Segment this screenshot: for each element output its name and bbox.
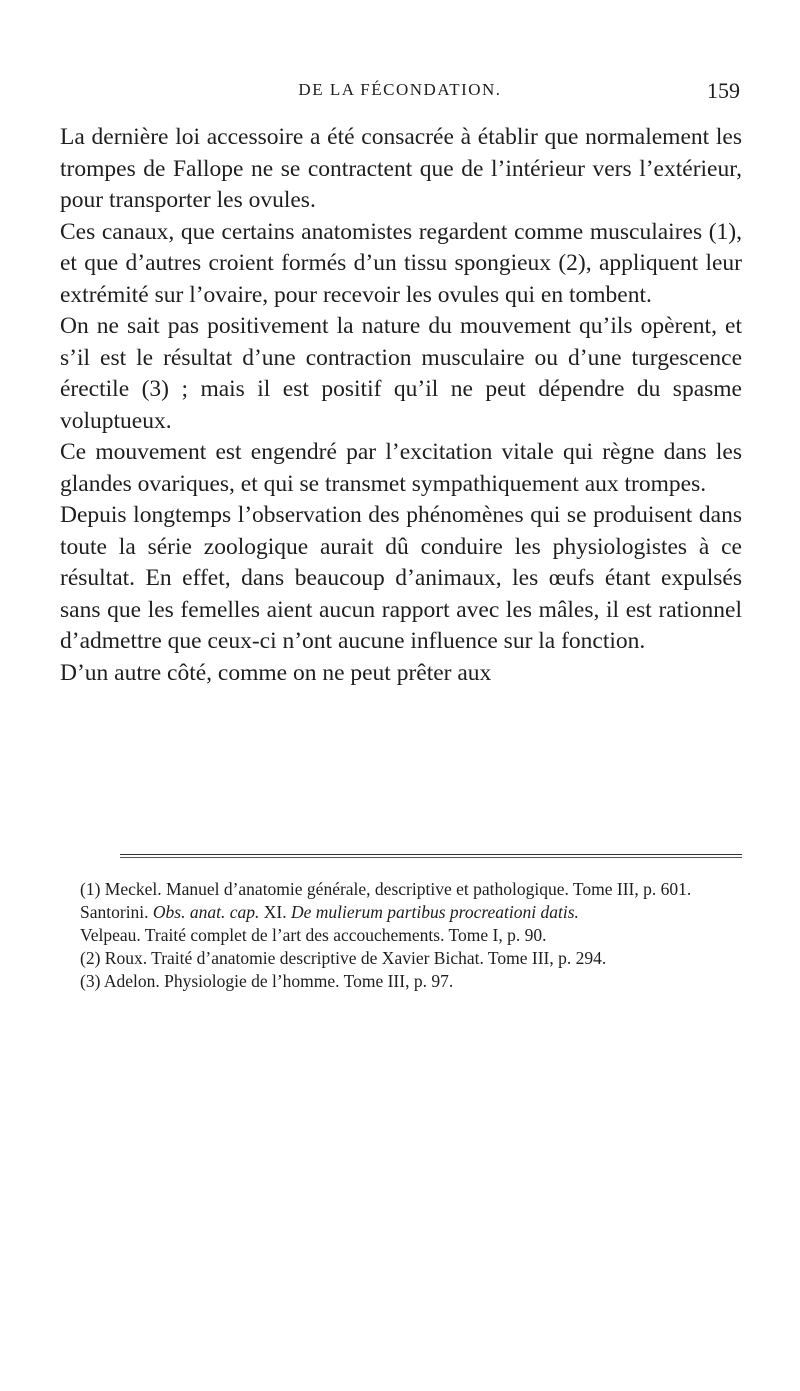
footnote-divider: [120, 854, 742, 858]
page-header: [60, 78, 740, 108]
footnotes: [60, 878, 742, 993]
footnote-1-velpeau: Velpeau. Traité complet de l’art des accouchements. Tome I, p. 90.: [80, 925, 547, 945]
santorini-chapter: XI.: [259, 902, 291, 922]
paragraph-2: Ces canaux, que certains anatomistes regardent comme musculaires (1), et que d’autres croient formés d’un tissu spongieux (2), appliquent leur extrémité sur l’ovaire, pour recevoir les ovules qui en tombent.: [60, 218, 742, 308]
footnote-1-meckel: (1) Meckel. Manuel d’anatomie générale, descriptive et pathologique. Tome III, p. 601.: [80, 879, 692, 899]
paragraph-1: La dernière loi accessoire a été consacrée à établir que normalement les trompes de Fallope ne se contractent que de l’intérieur vers l’extérieur, pour transporter les ovules.: [60, 124, 742, 213]
paragraph-4: Ce mouvement est engendré par l’excitation vitale qui règne dans les glandes ovariques, et qui se transmet sympathiquement aux trompes.: [60, 439, 742, 497]
paragraph-3: On ne sait pas positivement la nature du mouvement qu’ils opèrent, et s’il est le résultat d’une contraction musculaire ou d’une turgescence érectile (3) ; mais il est positif qu’il ne peut dépendre du spasme voluptueux.: [60, 313, 742, 434]
running-head: DE LA FÉCONDATION.: [298, 80, 502, 99]
paragraph-6: D’un autre côté, comme on ne peut prêter aux: [60, 659, 492, 686]
santorini-author: Santorini.: [80, 902, 153, 922]
santorini-title: De mulierum partibus procreationi datis.: [290, 902, 579, 922]
santorini-ref: Obs. anat. cap.: [152, 902, 260, 922]
paragraph-5: Depuis longtemps l’observation des phénomènes qui se produisent dans toute la série zoologique aurait dû conduire les physiologistes à ce résultat. En effet, dans beaucoup d’animaux, les œufs étant expulsés sans que les femelles aient aucun rapport avec les mâles, il est rationnel d’admettre que ceux-ci n’ont aucune influence sur la fonction.: [60, 502, 742, 654]
page-number: 159: [707, 78, 740, 103]
footnote-2-roux: (2) Roux. Traité d’anatomie descriptive de Xavier Bichat. Tome III, p. 294.: [80, 948, 607, 968]
body-text: [60, 122, 742, 689]
footnote-1-santorini: [60, 901, 742, 924]
footnote-3-adelon: (3) Adelon. Physiologie de l’homme. Tome III, p. 97.: [80, 971, 454, 991]
